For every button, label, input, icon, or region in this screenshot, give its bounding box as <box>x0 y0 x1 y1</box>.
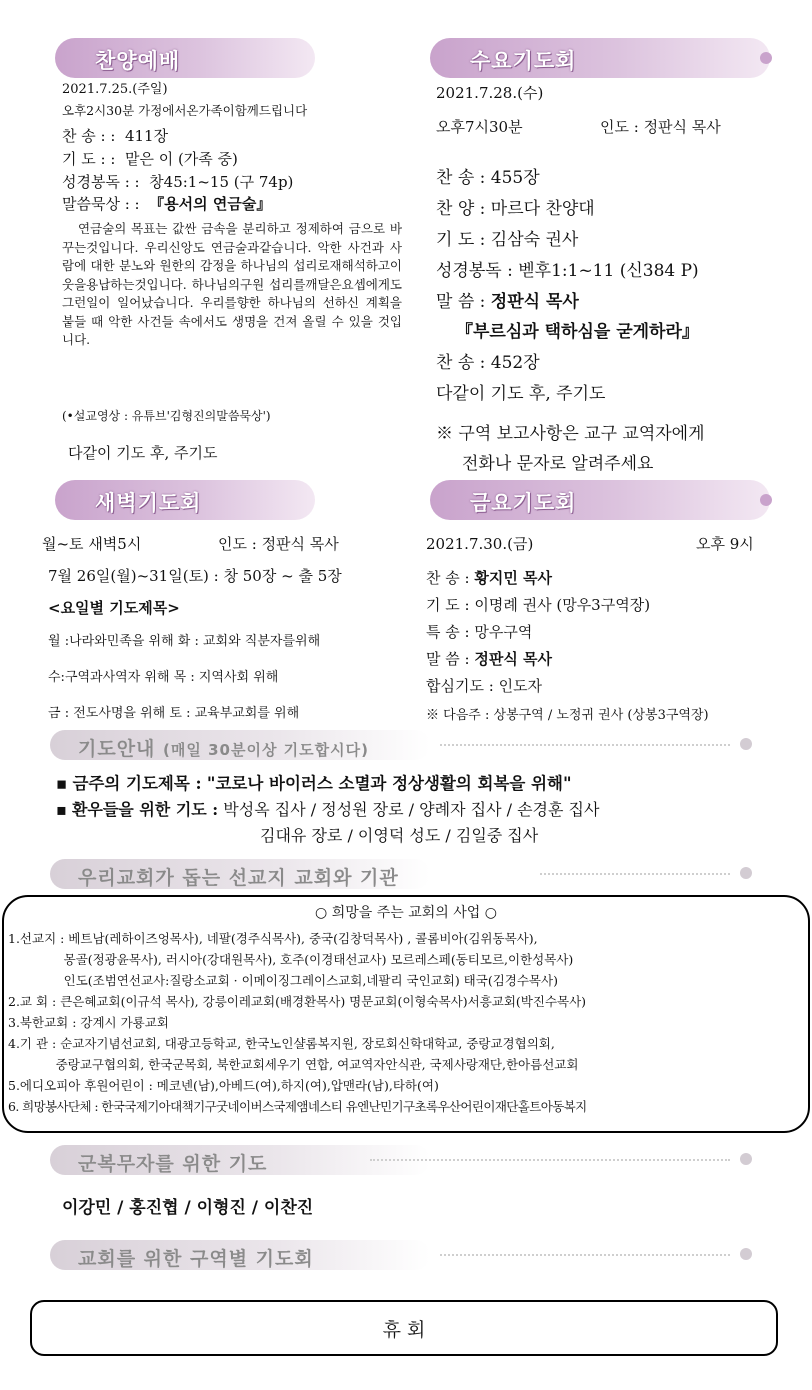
end-dot <box>740 1153 752 1165</box>
subtitle: (매일 30분이상 기도합시다) <box>163 741 369 759</box>
value: 『용서의 연금술』 <box>149 195 272 213</box>
missions-box <box>2 895 810 1133</box>
section-header-soldiers <box>50 1143 770 1177</box>
friday-row <box>426 594 650 616</box>
section-header-worship <box>55 38 315 78</box>
label: 찬 송 : <box>426 569 470 587</box>
dawn-topic-header: <요일별 기도제목> <box>48 599 180 617</box>
value: 망우구역 <box>474 623 533 641</box>
friday-row <box>426 621 532 643</box>
section-title: 군복무자를 위한 기도 <box>78 1153 268 1175</box>
missions-line: 몽골(정광윤목사), 러시아(강대원목사), 호주(이경태선교사) 모르레스페(동티모르,이한성목사) <box>8 952 574 967</box>
label: 기 도 : <box>436 230 486 250</box>
wednesday-notice: ※ 구역 보고사항은 교구 교역자에게 <box>436 424 705 444</box>
worship-sermon <box>62 193 271 215</box>
end-dot <box>740 738 752 750</box>
section-title: 새벽기도회 <box>95 491 202 515</box>
section-title: 교회를 위한 구역별 기도회 <box>78 1248 314 1270</box>
prayer-item-1 <box>56 770 572 794</box>
worship-hymn <box>62 125 168 147</box>
value: 411장 <box>124 127 169 145</box>
wednesday-sermon-title: 『부르심과 택하심을 굳게하라』 <box>456 322 699 342</box>
wednesday-time: 오후7시30분 <box>436 118 523 136</box>
dotted-line <box>440 1254 730 1256</box>
section-header-dawn <box>55 480 315 520</box>
friday-next: ※ 다음주 : 상봉구역 / 노정귀 권사 (상봉3구역장) <box>426 708 709 723</box>
header-dot <box>760 52 772 64</box>
value: 김삼숙 권사 <box>490 230 579 250</box>
section-header-prayer-guide <box>50 728 770 762</box>
label: 말 씀 : <box>436 292 486 312</box>
soldier-names: 이강민 / 홍진협 / 이형진 / 이찬진 <box>62 1198 314 1218</box>
dawn-topic: 수:구역과사역자 위해 목 : 지역사회 위해 <box>48 670 279 685</box>
dawn-hymns: 7월 26일(월)~31일(토) : 창 50장 ~ 출 5장 <box>48 567 342 585</box>
dawn-time: 월~토 새벽5시 <box>42 535 142 553</box>
missions-line: 1.선교지 : 베트남(레하이즈엉목사), 네팔(경주식목사), 중국(김창덕목사) , 콜롬비아(김위동목사), <box>8 931 538 946</box>
missions-line: 6. 희망봉사단체 : 한국국제기아대책기구굿네이버스국제앰네스티 유엔난민기구초록우산어린이재단홀트아동복지 <box>8 1099 587 1114</box>
label: 합심기도 : <box>426 677 494 695</box>
label: 환우들을 위한 기도 : <box>71 800 219 819</box>
label: 특 송 : <box>426 623 470 641</box>
dotted-line <box>440 744 730 746</box>
missions-box-title: ○ 희망을 주는 교회의 사업 ○ <box>315 905 497 921</box>
value: 인도자 <box>498 677 543 695</box>
label: 찬 송 : : <box>62 127 116 145</box>
label: 금주의 기도제목 : <box>72 774 202 793</box>
label: 성경봉독 : : <box>62 173 140 191</box>
wednesday-row <box>436 257 699 285</box>
value: 정판식 목사 <box>474 650 553 668</box>
section-header-friday <box>430 480 770 520</box>
friday-row <box>426 675 542 697</box>
wednesday-leader: 인도 : 정판식 목사 <box>600 118 721 136</box>
worship-scripture <box>62 171 293 193</box>
label: 말씀묵상 : : <box>62 195 140 213</box>
header-dot <box>760 494 772 506</box>
cell-status: 휴 회 <box>382 1319 426 1341</box>
value: "코로나 바이러스 소멸과 정상생활의 회복을 위해" <box>206 774 572 793</box>
worship-date: 2021.7.25.(주일) <box>62 82 168 97</box>
cell-status-box <box>30 1300 778 1356</box>
wednesday-row <box>436 164 540 192</box>
worship-video-note: (•설교영상 : 유튜브'김형진의말씀묵상') <box>62 409 271 423</box>
label: 찬 양 : <box>436 199 486 219</box>
friday-time: 오후 9시 <box>696 535 754 553</box>
label: 성경봉독 : <box>436 261 513 281</box>
value: 맡은 이 (가족 중) <box>124 150 238 168</box>
section-title: 금요기도회 <box>470 491 577 515</box>
wednesday-closing-hymn <box>436 349 540 377</box>
section-title: 수요기도회 <box>470 49 577 73</box>
section-header-cell <box>50 1238 770 1272</box>
label: 기 도 : : <box>62 150 116 168</box>
missions-line: 2.교 회 : 큰은혜교회(이규석 목사), 강릉이레교회(배경환목사) 명문교회(이형숙목사)서흥교회(박진수목사) <box>8 994 587 1009</box>
dotted-line <box>370 1159 730 1161</box>
prayer-item-2 <box>56 797 599 820</box>
missions-line: 5.에디오피아 후원어린이 : 메코넨(남),아베드(여),하지(여),압맨라(남),타하(여) <box>8 1078 439 1093</box>
dawn-topic: 금 : 전도사명을 위해 토 : 교육부교회를 위해 <box>48 706 300 721</box>
worship-body: 연금술의 목표는 값싼 금속을 분리하고 정제하여 금으로 바꾸는것입니다. 우리신앙도 연금술과같습니다. 악한 사건과 사람에 대한 분노와 원한의 감정을 하나님의 섭리로재해석하고이웃을용납하는것입니다. 하나님의구원 섭리를깨달은요셉에게도 그런일이 일어났습니다. 우리를향한 하나님의 선하신 계획을 붙들 때 악한 사건들 속에서도 생명을 건져 올릴 수 있을 것입니다. <box>62 221 402 347</box>
dawn-topic: 월 :나라와민족을 위해 화 : 교회와 직분자를위해 <box>48 634 321 649</box>
friday-row <box>426 648 552 670</box>
wednesday-row <box>436 195 595 223</box>
wednesday-date: 2021.7.28.(수) <box>436 84 544 102</box>
value: 이명례 권사 (망우3구역장) <box>474 596 651 614</box>
wednesday-row <box>436 226 578 254</box>
value: 창45:1~15 (구 74p) <box>149 173 294 191</box>
dawn-leader: 인도 : 정판식 목사 <box>218 535 339 553</box>
value: 정판식 목사 <box>490 292 579 312</box>
bullet-icon: ▪ <box>56 774 68 793</box>
label: 기 도 : <box>426 596 470 614</box>
section-header-wednesday <box>430 38 770 78</box>
worship-time-note: 오후2시30분 가정에서온가족이함께드립니다 <box>62 103 308 118</box>
label: 찬 송 : <box>436 168 486 188</box>
section-title: 찬양예배 <box>95 49 181 73</box>
value: 황지민 목사 <box>474 569 553 587</box>
wednesday-closing: 다같이 기도 후, 주기도 <box>436 384 606 404</box>
friday-date: 2021.7.30.(금) <box>426 535 534 553</box>
value: 455장 <box>490 168 540 188</box>
prayer-item-2-cont: 김대유 장로 / 이영덕 성도 / 김일중 집사 <box>260 826 539 845</box>
missions-line: 인도(조범연선교사:질랑소교회 · 이메이징그레이스교회,네팔리 국인교회) 태국(김경수목사) <box>8 973 558 988</box>
wednesday-notice-2: 전화나 문자로 알려주세요 <box>462 454 654 474</box>
label: 찬 송 : <box>436 353 486 373</box>
section-title: 우리교회가 돕는 선교지 교회와 기관 <box>78 867 399 889</box>
value: 마르다 찬양대 <box>490 199 595 219</box>
friday-row <box>426 567 552 589</box>
title: 기도안내 <box>78 738 156 760</box>
value: 452장 <box>490 353 540 373</box>
end-dot <box>740 867 752 879</box>
missions-line: 중랑교구협의회, 한국군목회, 북한교회세우기 연합, 여교역자안식관, 국제사랑재단,한아름선교회 <box>8 1057 579 1072</box>
wednesday-row <box>436 288 579 316</box>
dotted-line <box>540 873 730 875</box>
worship-closing: 다같이 기도 후, 주기도 <box>68 444 218 462</box>
section-title <box>78 734 369 761</box>
end-dot <box>740 1248 752 1260</box>
worship-prayer <box>62 148 238 170</box>
label: 말 씀 : <box>426 650 470 668</box>
bullet-icon: ▪ <box>56 800 67 819</box>
value: 벧후1:1~11 (신384 P) <box>518 261 699 281</box>
missions-line: 4.기 관 : 순교자기념선교회, 대광고등학교, 한국노인샬롬복지원, 장로회신학대학교, 중랑교경협의회, <box>8 1036 555 1051</box>
missions-line: 3.북한교회 : 강계시 가룡교회 <box>8 1015 169 1030</box>
value: 박성옥 집사 / 정성원 장로 / 양례자 집사 / 손경훈 집사 <box>223 800 600 819</box>
section-header-missions <box>50 857 770 891</box>
